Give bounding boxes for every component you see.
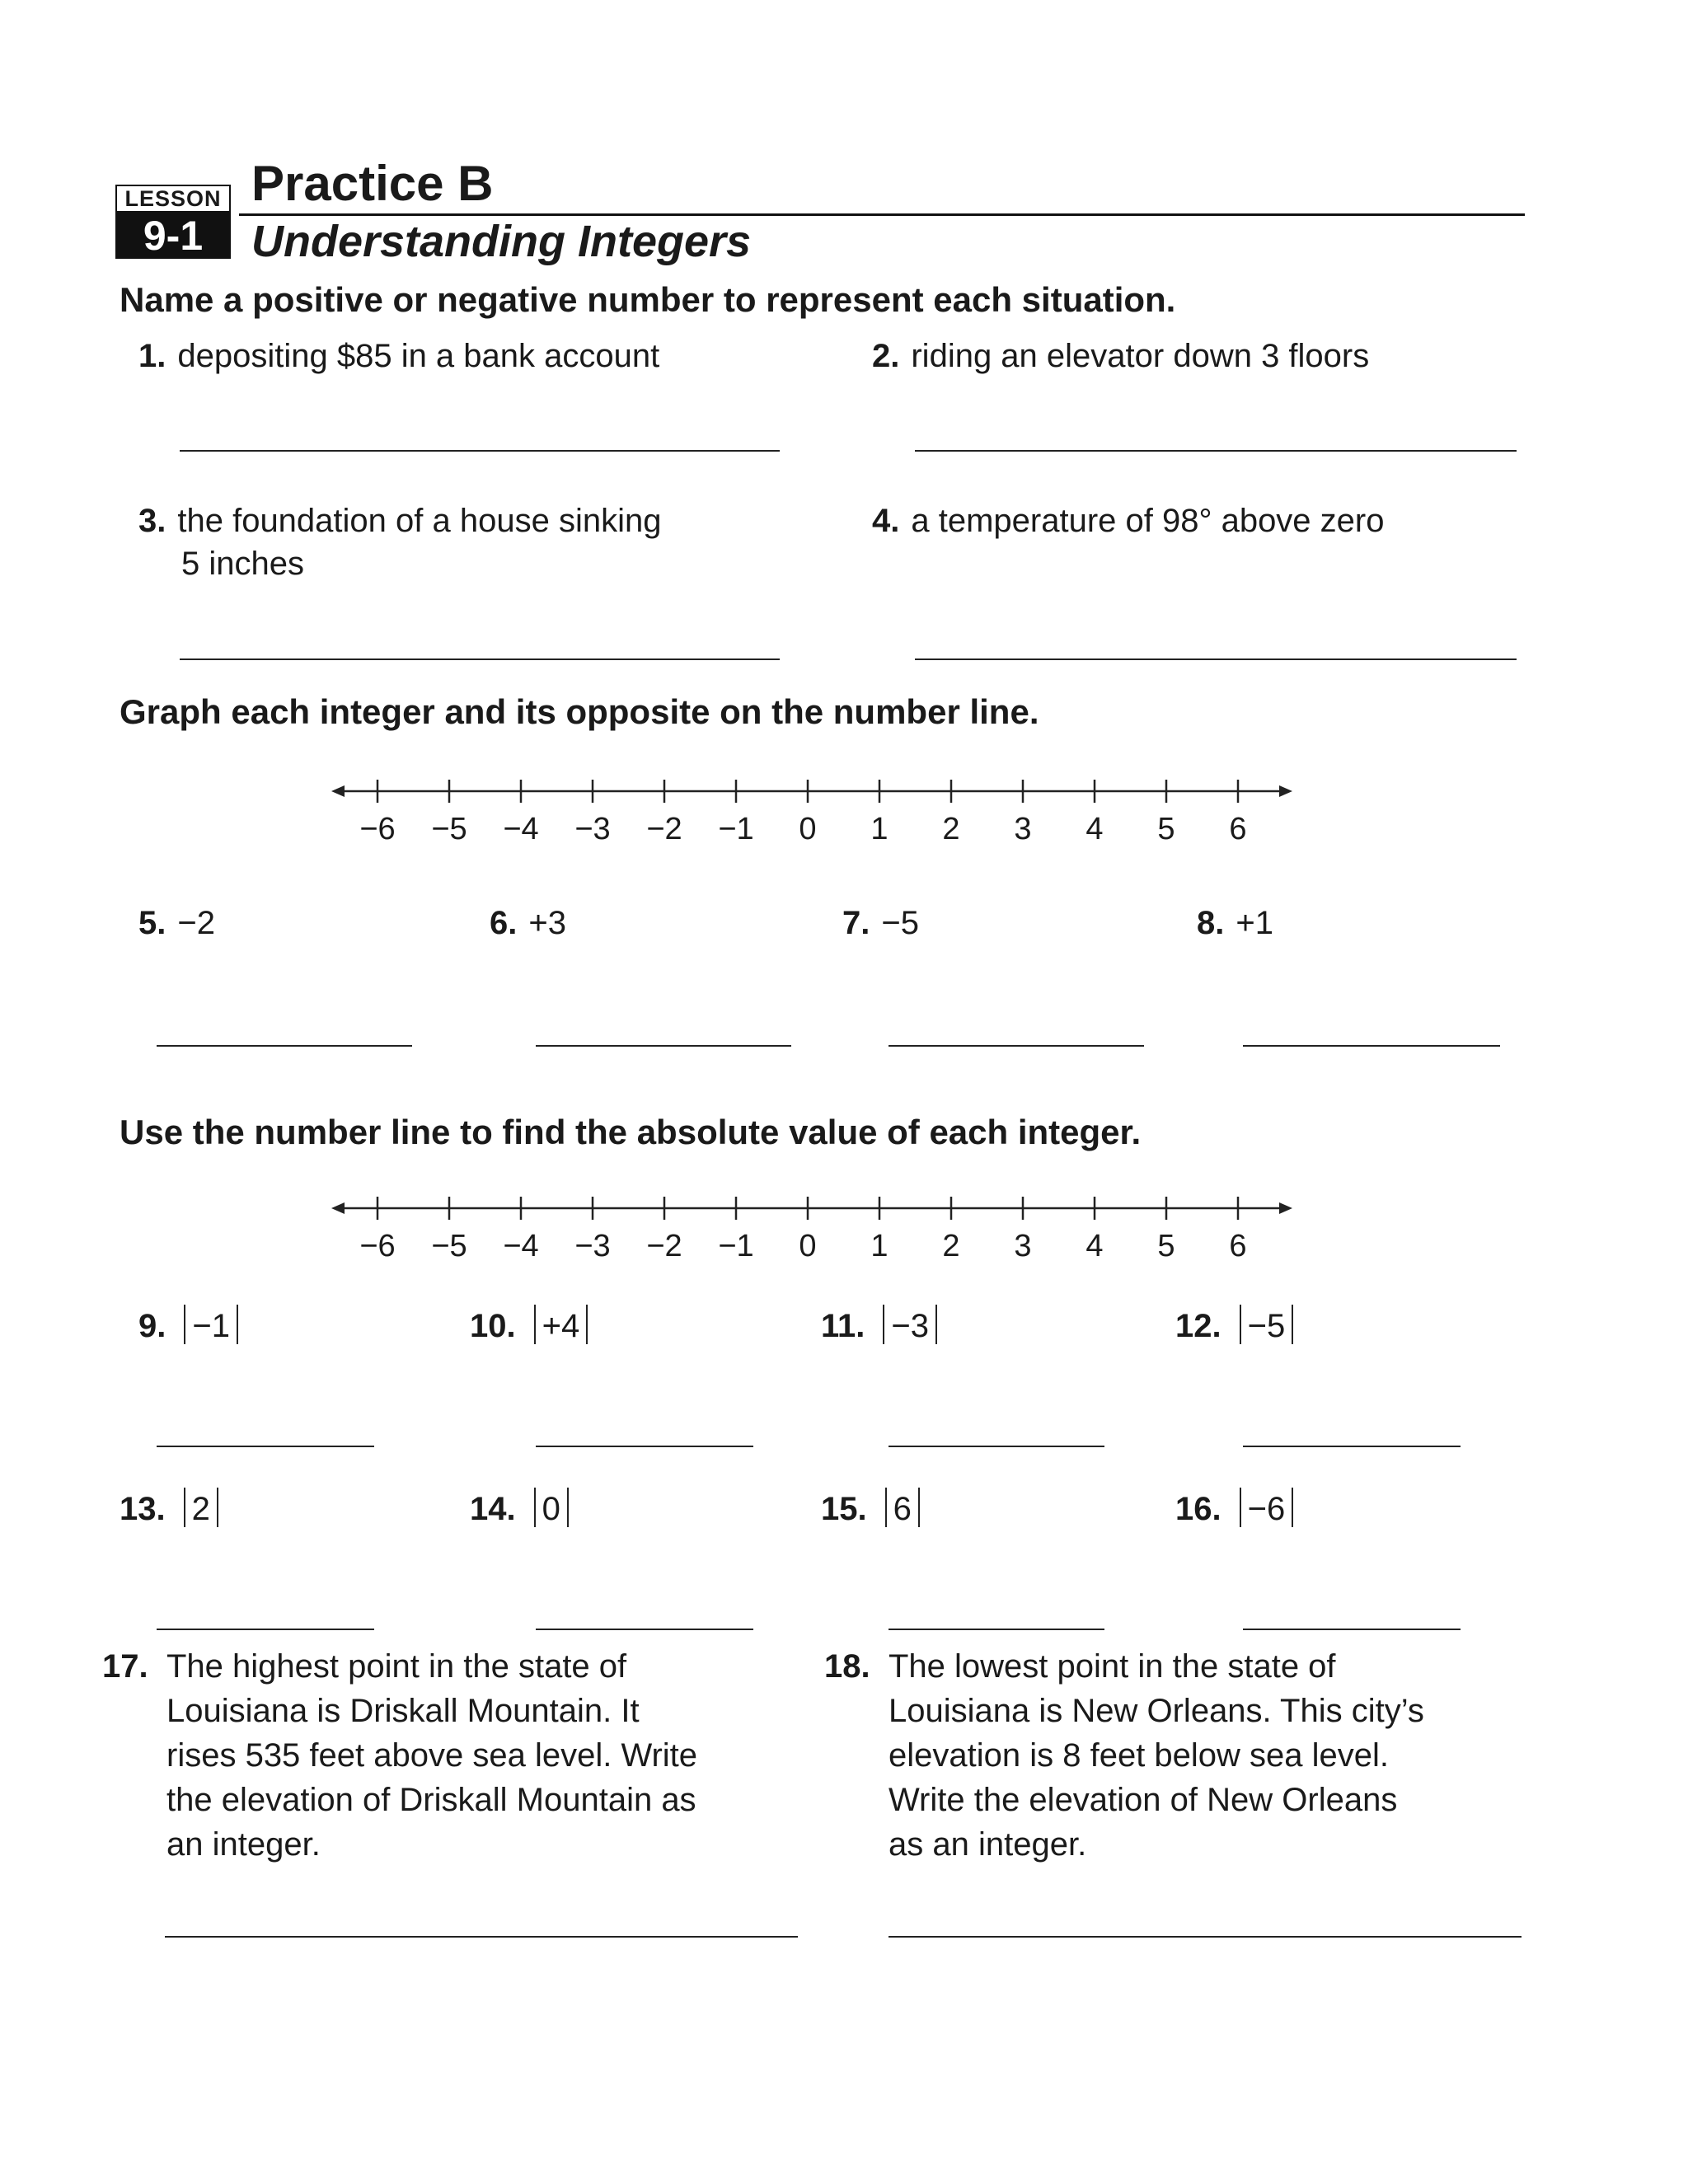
number-line-1[interactable] bbox=[321, 766, 1302, 857]
question-text: −5 bbox=[881, 905, 919, 941]
question-number: 5. bbox=[138, 905, 166, 941]
tick-label: 5 bbox=[1157, 812, 1175, 846]
abs-bar-right bbox=[217, 1488, 218, 1527]
question-17-number: 17. bbox=[102, 1648, 148, 1685]
question-text: 2 bbox=[191, 1491, 210, 1527]
answer-line-11[interactable] bbox=[889, 1446, 1104, 1447]
tick-label: 0 bbox=[799, 1229, 817, 1263]
answer-line-1[interactable] bbox=[180, 450, 780, 452]
abs-bar-right bbox=[567, 1488, 569, 1527]
lesson-label: LESSON bbox=[115, 185, 231, 213]
tick-label: 5 bbox=[1157, 1229, 1175, 1263]
question-text: 0 bbox=[542, 1491, 560, 1527]
answer-line-15[interactable] bbox=[889, 1629, 1104, 1630]
question-8 bbox=[1197, 901, 1273, 945]
question-17-line: the elevation of Driskall Mountain as bbox=[166, 1782, 696, 1818]
question-text: the foundation of a house sinking bbox=[177, 503, 662, 539]
question-number: 13. bbox=[120, 1491, 166, 1527]
question-17-line: Louisiana is Driskall Mountain. It bbox=[166, 1693, 640, 1729]
section3-instruction: Use the number line to find the absolute value of each integer. bbox=[120, 1113, 1142, 1151]
question-number: 6. bbox=[490, 905, 518, 941]
arrow-right-icon bbox=[1279, 785, 1292, 797]
question-text: 6 bbox=[893, 1491, 912, 1527]
question-1 bbox=[138, 334, 659, 378]
question-18-line: elevation is 8 feet below sea level. bbox=[889, 1737, 1390, 1774]
section1-instruction: Name a positive or negative number to represent each situation. bbox=[120, 280, 1176, 319]
question-18-line: Write the elevation of New Orleans bbox=[889, 1782, 1398, 1818]
question-text: −2 bbox=[177, 905, 215, 941]
section2-instruction: Graph each integer and its opposite on the number line. bbox=[120, 692, 1039, 731]
tick-label: 6 bbox=[1229, 812, 1247, 846]
tick-label: −3 bbox=[574, 812, 611, 846]
question-text: −3 bbox=[891, 1308, 930, 1344]
tick-label: −1 bbox=[718, 812, 754, 846]
question-number: 3. bbox=[138, 503, 166, 539]
question-number: 15. bbox=[821, 1491, 867, 1527]
tick-label: −4 bbox=[503, 1229, 539, 1263]
abs-bar-right bbox=[918, 1488, 920, 1527]
question-2 bbox=[872, 334, 1369, 378]
question-12 bbox=[1175, 1304, 1300, 1348]
question-text: a temperature of 98° above zero bbox=[911, 503, 1385, 539]
question-text: +4 bbox=[542, 1308, 580, 1344]
answer-line-18[interactable] bbox=[889, 1936, 1522, 1938]
answer-line-10[interactable] bbox=[536, 1446, 753, 1447]
abs-bar-left bbox=[1240, 1305, 1241, 1344]
answer-line-6[interactable] bbox=[536, 1045, 791, 1047]
answer-line-16[interactable] bbox=[1243, 1629, 1461, 1630]
question-number: 7. bbox=[842, 905, 870, 941]
tick-label: −2 bbox=[646, 1229, 682, 1263]
question-number: 8. bbox=[1197, 905, 1225, 941]
tick-label: −2 bbox=[646, 812, 682, 846]
question-number: 16. bbox=[1175, 1491, 1221, 1527]
question-17-text bbox=[166, 1644, 793, 1867]
question-16 bbox=[1175, 1487, 1300, 1531]
answer-line-8[interactable] bbox=[1243, 1045, 1500, 1047]
abs-bar-left bbox=[184, 1305, 185, 1344]
tick-label: −6 bbox=[359, 812, 396, 846]
tick-label: −4 bbox=[503, 812, 539, 846]
answer-line-3[interactable] bbox=[180, 658, 780, 660]
question-text: riding an elevator down 3 floors bbox=[911, 338, 1370, 374]
question-5 bbox=[138, 901, 215, 945]
question-number: 9. bbox=[138, 1308, 166, 1344]
question-14 bbox=[470, 1487, 575, 1531]
question-17-line: rises 535 feet above sea level. Write bbox=[166, 1737, 698, 1774]
question-3-continued: 5 inches bbox=[181, 546, 304, 582]
question-text: depositing $85 in a bank account bbox=[177, 338, 660, 374]
tick-label: −3 bbox=[574, 1229, 611, 1263]
abs-bar-right bbox=[1292, 1488, 1293, 1527]
question-number: 1. bbox=[138, 338, 166, 374]
answer-line-7[interactable] bbox=[889, 1045, 1144, 1047]
tick-label: 1 bbox=[870, 812, 889, 846]
question-number: 2. bbox=[872, 338, 900, 374]
question-10 bbox=[470, 1304, 594, 1348]
question-17-line: The highest point in the state of bbox=[166, 1648, 627, 1685]
abs-bar-left bbox=[184, 1488, 185, 1527]
question-text: −6 bbox=[1247, 1491, 1286, 1527]
question-7 bbox=[842, 901, 919, 945]
answer-line-5[interactable] bbox=[157, 1045, 412, 1047]
question-number: 4. bbox=[872, 503, 900, 539]
answer-line-14[interactable] bbox=[536, 1629, 753, 1630]
question-4 bbox=[872, 499, 1384, 543]
answer-line-13[interactable] bbox=[157, 1629, 374, 1630]
question-6 bbox=[490, 901, 566, 945]
tick-label: −6 bbox=[359, 1229, 396, 1263]
question-text: +3 bbox=[528, 905, 566, 941]
abs-bar-right bbox=[586, 1305, 588, 1344]
question-3 bbox=[138, 499, 661, 543]
abs-bar-right bbox=[237, 1305, 238, 1344]
question-17-line: an integer. bbox=[166, 1826, 321, 1863]
question-text: −5 bbox=[1247, 1308, 1286, 1344]
abs-bar-left bbox=[534, 1488, 536, 1527]
question-18-line: as an integer. bbox=[889, 1826, 1087, 1863]
question-18-text bbox=[889, 1644, 1531, 1867]
answer-line-12[interactable] bbox=[1243, 1446, 1461, 1447]
arrow-left-icon bbox=[331, 1202, 345, 1214]
question-text: +1 bbox=[1236, 905, 1273, 941]
tick-label: 4 bbox=[1085, 1229, 1104, 1263]
question-15 bbox=[821, 1487, 926, 1531]
tick-label: 2 bbox=[942, 812, 960, 846]
abs-bar-left bbox=[1240, 1488, 1241, 1527]
answer-line-2[interactable] bbox=[915, 450, 1517, 452]
abs-bar-left bbox=[534, 1305, 536, 1344]
lesson-number: 9-1 bbox=[115, 213, 231, 259]
tick-label: 3 bbox=[1014, 1229, 1032, 1263]
tick-label: −1 bbox=[718, 1229, 754, 1263]
abs-bar-left bbox=[883, 1305, 884, 1344]
tick-label: 1 bbox=[870, 1229, 889, 1263]
tick-label: 3 bbox=[1014, 812, 1032, 846]
arrow-right-icon bbox=[1279, 1202, 1292, 1214]
number-line-2[interactable] bbox=[321, 1183, 1302, 1274]
question-number: 11. bbox=[821, 1308, 865, 1344]
question-11 bbox=[821, 1304, 944, 1348]
tick-label: 2 bbox=[942, 1229, 960, 1263]
question-number: 12. bbox=[1175, 1308, 1221, 1344]
tick-label: 6 bbox=[1229, 1229, 1247, 1263]
tick-label: −5 bbox=[431, 812, 467, 846]
question-18-number: 18. bbox=[824, 1648, 870, 1685]
question-number: 14. bbox=[470, 1491, 516, 1527]
abs-bar-right bbox=[1292, 1305, 1293, 1344]
page-title: Practice B bbox=[251, 156, 494, 211]
tick-label: 4 bbox=[1085, 812, 1104, 846]
abs-bar-right bbox=[935, 1305, 937, 1344]
page-subtitle: Understanding Integers bbox=[251, 217, 752, 266]
abs-bar-left bbox=[885, 1488, 887, 1527]
question-18-line: Louisiana is New Orleans. This city’s bbox=[889, 1693, 1424, 1729]
question-9 bbox=[138, 1304, 245, 1348]
answer-line-9[interactable] bbox=[157, 1446, 374, 1447]
tick-label: −5 bbox=[431, 1229, 467, 1263]
tick-label: 0 bbox=[799, 812, 817, 846]
answer-line-4[interactable] bbox=[915, 658, 1517, 660]
question-13 bbox=[120, 1487, 225, 1531]
answer-line-17[interactable] bbox=[165, 1936, 798, 1938]
arrow-left-icon bbox=[331, 785, 345, 797]
question-number: 10. bbox=[470, 1308, 516, 1344]
question-text: −1 bbox=[192, 1308, 230, 1344]
question-18-line: The lowest point in the state of bbox=[889, 1648, 1336, 1685]
